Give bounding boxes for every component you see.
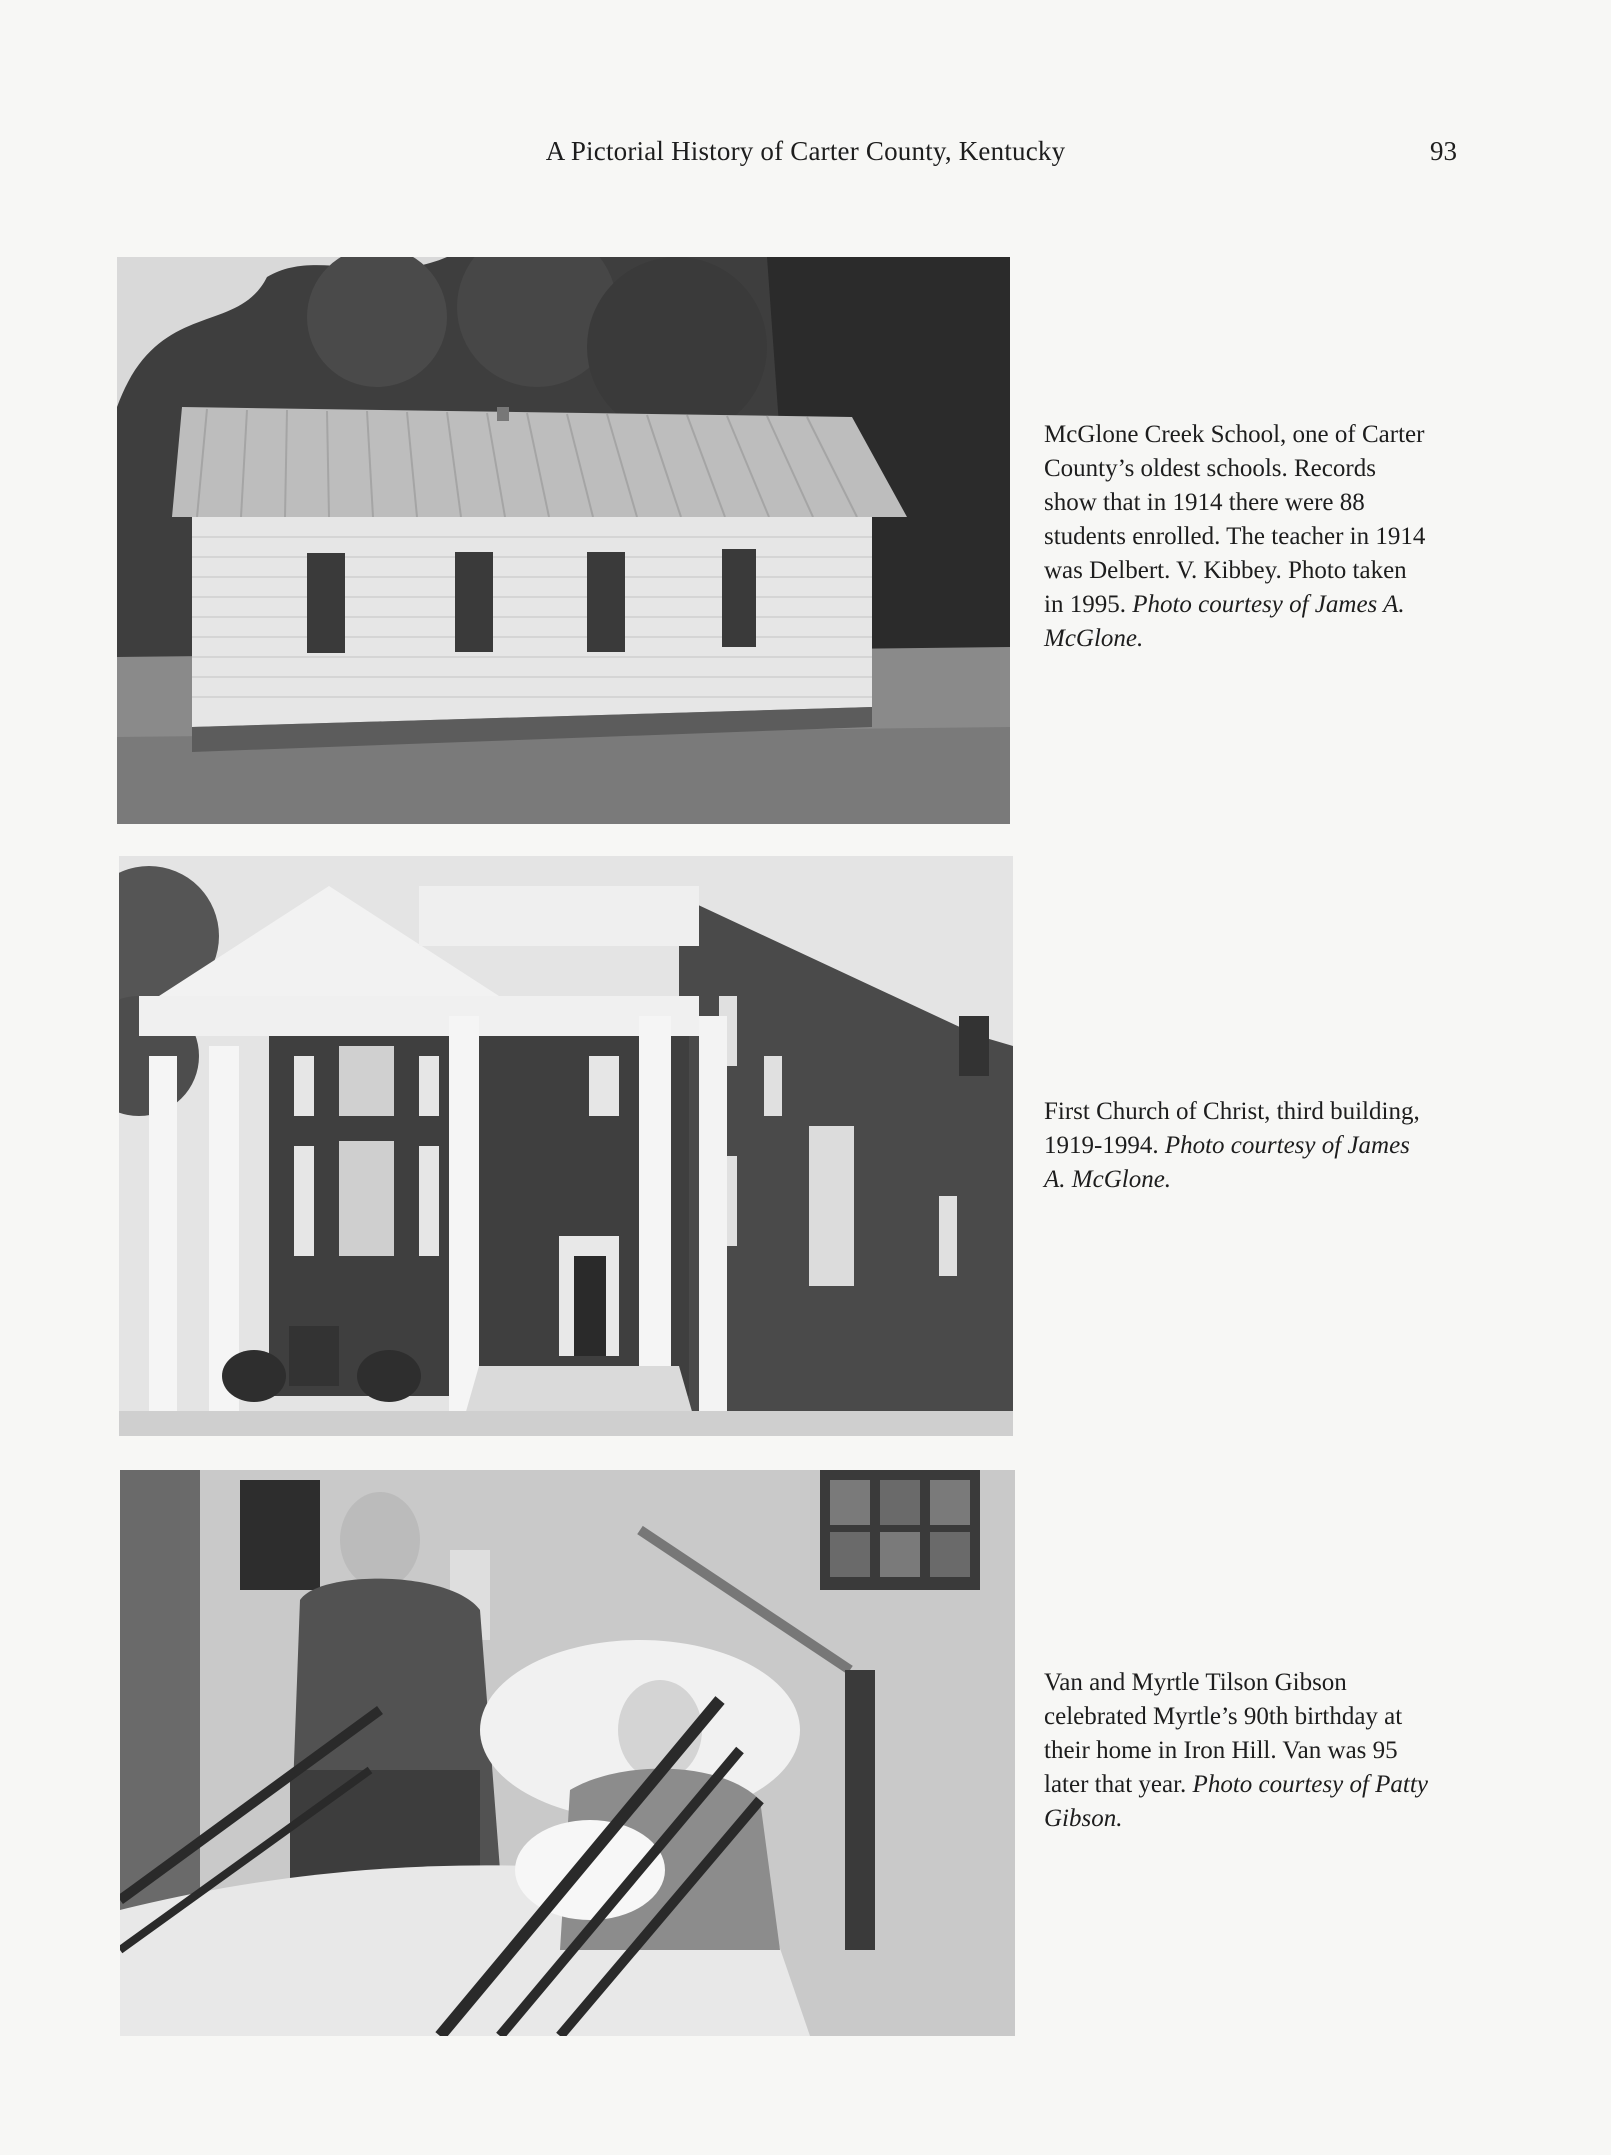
running-header-title: A Pictorial History of Carter County, Kentucky	[545, 136, 1066, 166]
caption-birthday	[1044, 1666, 1484, 1836]
photo-credit-line	[1044, 1802, 1484, 1836]
photo-credit-line	[1044, 622, 1484, 656]
photo-credit: Photo courtesy of Patty	[1192, 1771, 1428, 1798]
caption-line: McGlone Creek School, one of Carter	[1044, 421, 1425, 448]
church-photo	[119, 856, 1013, 1436]
caption-line: County’s oldest schools. Records	[1044, 455, 1376, 482]
caption-line: was Delbert. V. Kibbey. Photo taken	[1044, 557, 1407, 584]
birthday-photo	[120, 1470, 1015, 2036]
caption-church	[1044, 1095, 1484, 1197]
photo-credit: McGlone.	[1044, 625, 1144, 652]
photo-credit: Photo courtesy of James A.	[1132, 591, 1405, 618]
caption-school	[1044, 418, 1484, 656]
caption-line-with-credit	[1044, 1768, 1484, 1802]
caption-text: later that year.	[1044, 1771, 1187, 1798]
page-number: 93	[1430, 136, 1457, 166]
photo-credit-line	[1044, 1163, 1484, 1197]
caption-line-with-credit	[1044, 1129, 1484, 1163]
caption-line: First Church of Christ, third building,	[1044, 1098, 1420, 1125]
photo-credit: Gibson.	[1044, 1805, 1123, 1832]
caption-line: students enrolled. The teacher in 1914	[1044, 523, 1426, 550]
caption-line-with-credit	[1044, 588, 1484, 622]
caption-text: 1919-1994.	[1044, 1132, 1159, 1159]
caption-line: their home in Iron Hill. Van was 95	[1044, 1737, 1398, 1764]
photo-credit: Photo courtesy of James	[1164, 1132, 1410, 1159]
caption-line: show that in 1914 there were 88	[1044, 489, 1365, 516]
caption-line: celebrated Myrtle’s 90th birthday at	[1044, 1703, 1403, 1730]
caption-text: in 1995.	[1044, 591, 1126, 618]
school-photo	[117, 257, 1010, 824]
caption-line: Van and Myrtle Tilson Gibson	[1044, 1669, 1347, 1696]
photo-credit: A. McGlone.	[1044, 1166, 1172, 1193]
